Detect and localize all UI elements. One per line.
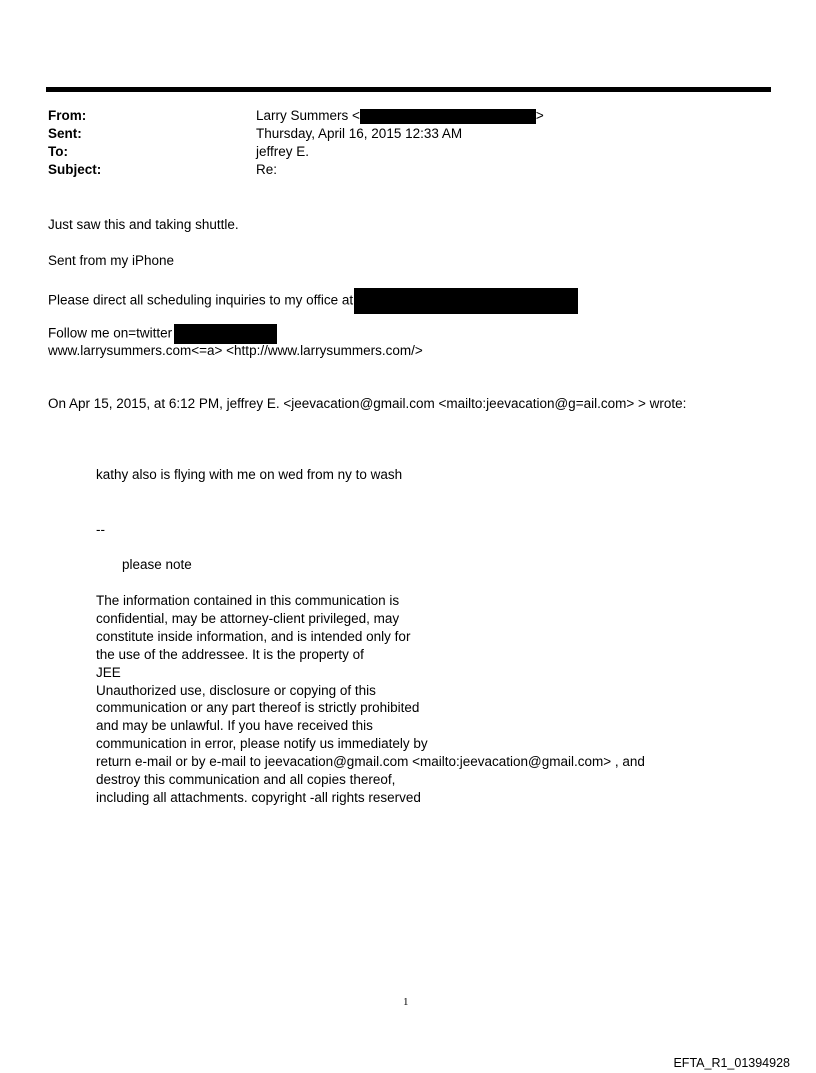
signature-dashes: -- xyxy=(96,522,105,537)
from-close: > xyxy=(535,108,544,123)
to-value: jeffrey E. xyxy=(256,144,310,159)
disclaimer-line: confidential, may be attorney-client privileged, may xyxy=(96,610,400,626)
body-line-shuttle: Just saw this and taking shuttle. xyxy=(48,217,239,232)
disclaimer-line: including all attachments. copyright -all rights reserved xyxy=(96,789,421,805)
scheduling-text: Please direct all scheduling inquiries to my office at xyxy=(48,292,354,308)
disclaimer-line: and may be unlawful. If you have received this xyxy=(96,718,373,734)
disclaimer-line: constitute inside information, and is intended only for xyxy=(96,628,411,644)
disclaimer-line: JEE xyxy=(96,664,121,680)
disclaimer-line: communication or any part thereof is strictly prohibited xyxy=(96,700,420,716)
quote-intro: On Apr 15, 2015, at 6:12 PM, jeffrey E. <jeevacation@gmail.com <mailto:jeevacation@g=ail.com> > wrote: xyxy=(48,396,687,411)
subject-label: Subject: xyxy=(48,162,102,177)
disclaimer-line: communication in error, please notify us immediately by xyxy=(96,736,428,752)
sent-label: Sent: xyxy=(48,126,82,141)
disclaimer-line: the use of the addressee. It is the property of xyxy=(96,646,364,662)
please-note: please note xyxy=(122,557,192,572)
disclaimer-line: destroy this communication and all copies thereof, xyxy=(96,772,396,788)
from-name: Larry Summers < xyxy=(256,108,360,123)
sent-value: Thursday, April 16, 2015 12:33 AM xyxy=(256,126,463,141)
redaction-block xyxy=(174,324,277,344)
twitter-text: Follow me on=twitter xyxy=(48,325,173,341)
disclaimer-line: Unauthorized use, disclosure or copying of this xyxy=(96,682,376,698)
disclaimer-line: return e-mail or by e-mail to jeevacation@gmail.com <mailto:jeevacation@gmail.com> , and xyxy=(96,754,645,770)
from-value xyxy=(256,107,544,125)
quoted-line: kathy also is flying with me on wed from ny to wash xyxy=(96,467,403,482)
to-label: To: xyxy=(48,144,68,159)
from-label: From: xyxy=(48,108,87,123)
body-line-sent-from: Sent from my iPhone xyxy=(48,253,175,268)
redaction-block xyxy=(354,288,578,314)
body-line-scheduling xyxy=(48,288,578,314)
redaction-block xyxy=(360,109,536,124)
disclaimer-line: The information contained in this communication is xyxy=(96,593,400,608)
header-rule xyxy=(46,87,771,92)
page-number: 1 xyxy=(403,996,409,1008)
document-id: EFTA_R1_01394928 xyxy=(673,1056,790,1070)
body-line-website: www.larrysummers.com<=a> <http://www.larrysummers.com/> xyxy=(48,343,423,358)
subject-value: Re: xyxy=(256,162,278,177)
disclaimer xyxy=(96,592,645,807)
body-line-twitter xyxy=(48,324,277,344)
